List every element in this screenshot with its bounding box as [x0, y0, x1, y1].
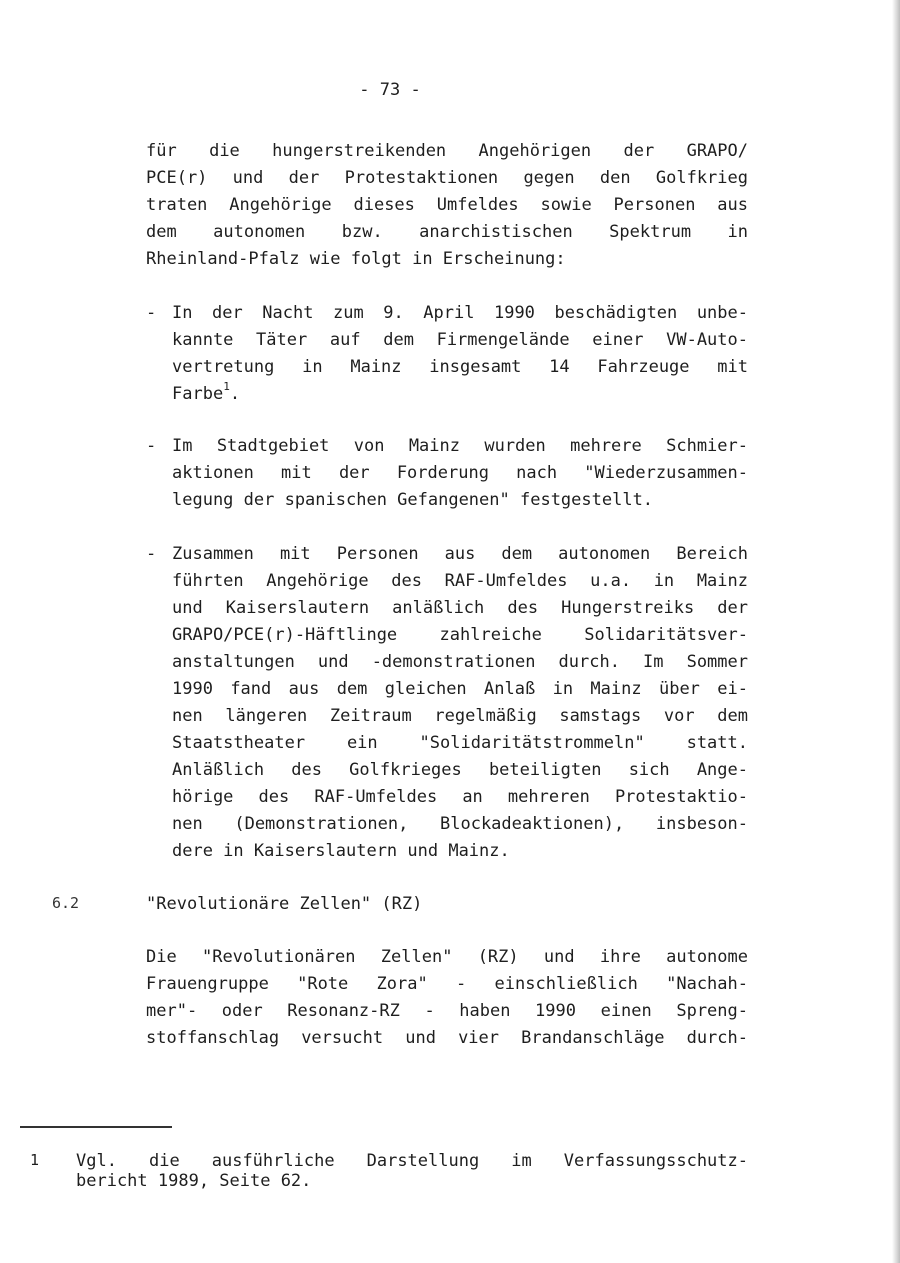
text-line: Im Stadtgebiet von Mainz wurden mehrere Schmier- — [172, 436, 748, 456]
text-line: Vgl. die ausführliche Darstellung im Verfassungsschutz- — [76, 1151, 748, 1171]
list-item-text — [172, 300, 748, 408]
text-line: kannte Täter auf dem Firmengelände einer VW-Auto- — [172, 330, 748, 350]
text-line: GRAPO/PCE(r)-Häftlinge zahlreiche Solidaritätsver- — [172, 625, 748, 645]
list-dash: - — [146, 436, 157, 456]
list-dash: - — [146, 303, 157, 323]
text-line: traten Angehörige dieses Umfeldes sowie Personen aus — [146, 195, 748, 215]
text-line: bericht 1989, Seite 62. — [76, 1171, 312, 1191]
text-line: 1990 fand aus dem gleichen Anlaß in Mainz über ei- — [172, 679, 748, 699]
page-number: - 73 - — [359, 80, 421, 100]
text-line: vertretung in Mainz insgesamt 14 Fahrzeuge mit — [172, 357, 748, 377]
text-line: nen (Demonstrationen, Blockadeaktionen), insbeson- — [172, 814, 748, 834]
text-line: Staatstheater ein "Solidaritätstrommeln" statt. — [172, 733, 748, 753]
section-number: 6.2 — [52, 894, 80, 912]
footnote-text — [76, 1151, 748, 1191]
text-fragment: Farbe — [172, 384, 224, 404]
list-item-text — [172, 541, 748, 865]
text-line: nen längeren Zeitraum regelmäßig samstags vor dem — [172, 706, 748, 726]
intro-paragraph — [146, 138, 748, 273]
text-line: Frauengruppe "Rote Zora" - einschließlich "Nachah- — [146, 974, 748, 994]
text-line: stoffanschlag versucht und vier Brandanschläge durch- — [146, 1028, 748, 1048]
footnote-divider — [20, 1126, 172, 1128]
text-line: dere in Kaiserslautern und Mainz. — [172, 841, 510, 861]
text-line: anstaltungen und -demonstrationen durch. Im Sommer — [172, 652, 748, 672]
text-line: legung der spanischen Gefangenen" festgestellt. — [172, 490, 654, 510]
text-line: Zusammen mit Personen aus dem autonomen Bereich — [172, 544, 748, 564]
footnote-number: 1 — [30, 1151, 40, 1169]
text-line: aktionen mit der Forderung nach "Wiederzusammen- — [172, 463, 748, 483]
text-line — [172, 381, 748, 408]
footnote-reference[interactable]: 1 — [223, 380, 230, 393]
text-line: mer"- oder Resonanz-RZ - haben 1990 einen Spreng- — [146, 1001, 748, 1021]
text-line: und Kaiserslautern anläßlich des Hungerstreiks der — [172, 598, 748, 618]
text-fragment: . — [229, 384, 241, 404]
text-line: Rheinland-Pfalz wie folgt in Erscheinung: — [146, 249, 566, 269]
text-line: führten Angehörige des RAF-Umfeldes u.a. in Mainz — [172, 571, 748, 591]
text-line: dem autonomen bzw. anarchistischen Spektrum in — [146, 222, 748, 242]
section-title: "Revolutionäre Zellen" (RZ) — [146, 894, 423, 914]
list-dash: - — [146, 544, 157, 564]
text-line: Die "Revolutionären Zellen" (RZ) und ihre autonome — [146, 947, 748, 967]
text-line: für die hungerstreikenden Angehörigen der GRAPO/ — [146, 141, 748, 161]
text-line: PCE(r) und der Protestaktionen gegen den Golfkrieg — [146, 168, 748, 188]
text-line: Anläßlich des Golfkrieges beteiligten sich Ange- — [172, 760, 748, 780]
page-edge-shadow — [892, 0, 900, 1263]
list-item-text — [172, 433, 748, 514]
text-line: hörige des RAF-Umfeldes an mehreren Protestaktio- — [172, 787, 748, 807]
section-paragraph — [146, 944, 748, 1052]
text-line: In der Nacht zum 9. April 1990 beschädigten unbe- — [172, 303, 748, 323]
